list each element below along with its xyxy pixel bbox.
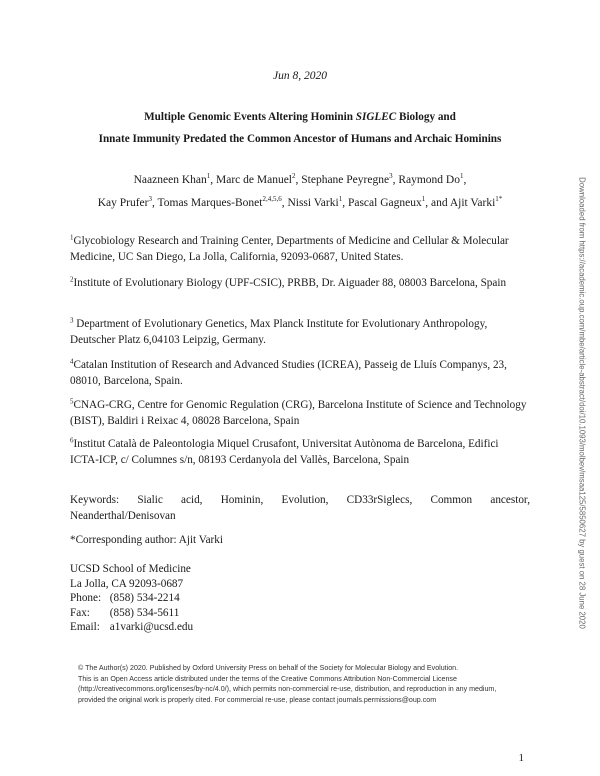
corresponding-author: *Corresponding author: Ajit Varki xyxy=(70,534,223,546)
affiliation-number: 5 xyxy=(70,397,74,406)
affiliation-number: 3 xyxy=(70,316,74,325)
license-line: provided the original work is properly cited. For commercial re-use, please contact journals.permissions@oup.com xyxy=(78,695,437,704)
author-name: Marc de Manuel xyxy=(216,174,292,186)
contact-org: UCSD School of Medicine xyxy=(70,563,191,575)
title-line-2: Innate Immunity Predated the Common Ancestor of Humans and Archaic Hominins xyxy=(98,133,502,145)
contact-phone-row xyxy=(70,590,530,605)
author-name: Ajit Varki xyxy=(449,197,496,209)
authors-line-2: Kay Prufer$^3$, Tomas Marques-Bonet$^{2,4,5,6}$, Nissi Varki$^1$, Pascal Gagneux$^1$, and Ajit Varki$^{1*}$ xyxy=(97,195,503,209)
author-affiliation: 3 xyxy=(389,172,393,181)
authors-line-1: Naazneen Khan$^1$, Marc de Manuel$^2$, Stephane Peyregne$^3$, Raymond Do$^1$, xyxy=(133,172,467,186)
fax-value: (858) 534-5611 xyxy=(109,606,180,619)
license-line: This is an Open Access article distributed under the terms of the Creative Commons Attribution Non-Commercial License xyxy=(78,674,457,683)
fax-label: Fax: xyxy=(70,606,90,619)
author-name: Kay Prufer xyxy=(97,197,149,209)
side-download-text: Downloaded from https://academic.oup.com/mbe/article-abstract/doi/10.1093/molbev/msaa125/5850627 by guest on 28 June 2020 xyxy=(577,177,587,629)
author-name: Stephane Peyregne xyxy=(301,174,390,186)
affiliation-text: CNAG-CRG, Centre for Genomic Regulation (CRG), Barcelona Institute of Science and Technology (BIST), Baldiri i Reixac 4, 08028 Barcelona, Spain xyxy=(70,399,527,427)
author-affiliation: 1 xyxy=(421,195,426,204)
email-value[interactable]: a1varki@ucsd.edu xyxy=(109,621,194,633)
contact-city: La Jolla, CA 92093-0687 xyxy=(70,577,184,590)
affiliation-text: Glycobiology Research and Training Center, Departments of Medicine and Cellular & Molecular Medicine, UC San Diego, La Jolla, California, 92093-0687, United States. xyxy=(70,235,509,263)
side-download-note xyxy=(572,168,592,638)
affiliation-text: Department of Evolutionary Genetics, Max Planck Institute for Evolutionary Anthropology, Deutscher Platz 6,04103 Leipzig, Germany. xyxy=(70,318,488,346)
title-line-1-italic: SIGLEC xyxy=(355,111,397,123)
author-name: Tomas Marques-Bonet xyxy=(157,197,263,209)
author-affiliation: 2,4,5,6 xyxy=(262,195,282,204)
author-name: Pascal Gagneux xyxy=(347,197,422,209)
email-label: Email: xyxy=(70,621,100,633)
affiliation-number: 6 xyxy=(70,436,74,445)
contact-block xyxy=(70,561,530,634)
author-affiliation: 2 xyxy=(292,172,296,181)
author-affiliation: 1* xyxy=(495,195,503,204)
contact-fax-row xyxy=(70,605,530,620)
affiliation-number: 1 xyxy=(70,233,74,242)
license-block xyxy=(78,663,533,705)
license-line: (http://creativecommons.org/licenses/by-nc/4.0/), which permits non-commercial re-use, distribution, and reproduction in any medium, xyxy=(78,685,497,693)
affiliation-text: Catalan Institution of Research and Advanced Studies (ICREA), Passeig de Lluís Companys, 23, 08010, Barcelona, Spain. xyxy=(70,359,507,387)
author-affiliation: 1 xyxy=(206,172,211,181)
affiliation-3 xyxy=(70,316,530,348)
author-name: Nissi Varki xyxy=(287,197,339,209)
affiliation-4 xyxy=(70,357,530,389)
page-number: 1 xyxy=(518,752,524,764)
affiliation-number: 4 xyxy=(70,357,74,366)
phone-value: (858) 534-2214 xyxy=(109,592,180,604)
affiliation-text: Institute of Evolutionary Biology (UPF-CSIC), PRBB, Dr. Aiguader 88, 08003 Barcelona, Spain xyxy=(73,277,507,289)
author-name: Raymond Do xyxy=(398,174,460,186)
affiliation-5 xyxy=(70,397,530,429)
title-line-1 xyxy=(60,106,540,128)
title-line-1-pre: Multiple Genomic Events Altering Hominin xyxy=(144,111,356,123)
affiliation-number: 2 xyxy=(70,275,74,284)
date-line: Jun 8, 2020 xyxy=(273,70,327,82)
author-affiliation: 3 xyxy=(148,195,152,204)
contact-email-row xyxy=(70,619,530,634)
author-name: Naazneen Khan xyxy=(133,174,207,186)
phone-label: Phone: xyxy=(70,592,102,604)
affiliation-2 xyxy=(70,275,530,291)
keywords: Keywords: Sialic acid, Hominin, Evolution, CD33rSiglecs, Common ancestor, Neanderthal/Denisovan xyxy=(70,494,530,522)
author-affiliation: 1 xyxy=(338,195,343,204)
author-affiliation: 1 xyxy=(459,172,464,181)
affiliation-text: Institut Català de Paleontologia Miquel Crusafont, Universitat Autònoma de Barcelona, Edifici ICTA-ICP, c/ Columnes s/n, 08193 Cerdanyola del Vallès, Barcelona, Spain xyxy=(70,438,499,466)
title-line-1-post: Biology and xyxy=(396,111,456,123)
license-line: © The Author(s) 2020. Published by Oxford University Press on behalf of the Society for Molecular Biology and Evolution. xyxy=(78,664,459,672)
affiliation-6 xyxy=(70,436,530,468)
affiliation-1 xyxy=(70,233,530,265)
